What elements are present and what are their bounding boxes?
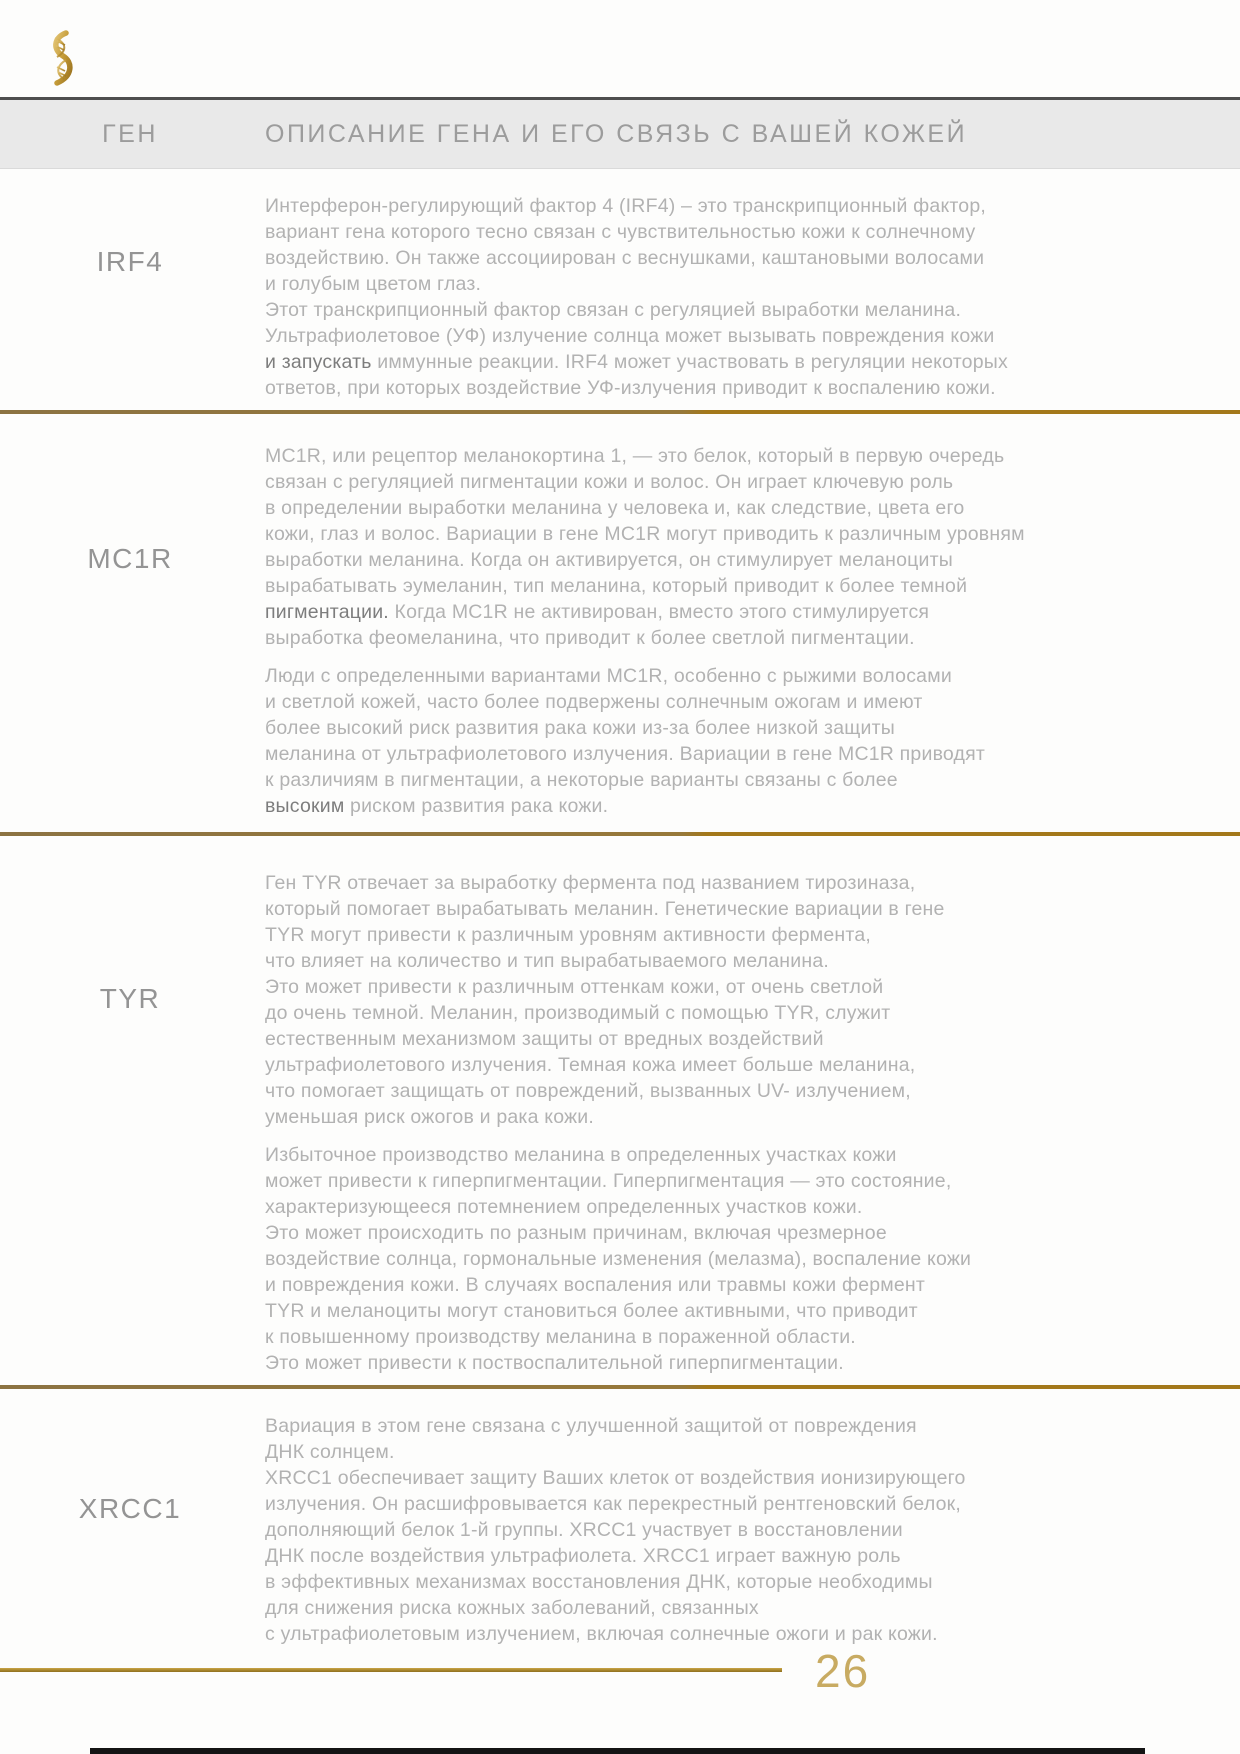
- text-line: TYR могут привести к различным уровням активности фермента,: [265, 924, 871, 946]
- description-paragraph: [265, 870, 1200, 1130]
- gene-description: [265, 1385, 1200, 1672]
- footer-gold-rule: [0, 1668, 782, 1672]
- table-row: [0, 168, 1240, 410]
- header-col-description: ОПИСАНИЕ ГЕНА И ЕГО СВЯЗЬ С ВАШЕЙ КОЖЕЙ: [265, 119, 968, 148]
- text-line: MC1R, или рецептор меланокортина 1, — это белок, который в первую очередь: [265, 445, 1005, 467]
- text-line: в эффективных механизмах восстановления ДНК, которые необходимы: [265, 1571, 933, 1593]
- text-line: выработки меланина. Когда он активируется, он стимулирует меланоциты: [265, 549, 953, 571]
- table-row: [0, 1385, 1240, 1672]
- text-line: Ультрафиолетовое (УФ) излучение солнца может вызывать повреждения кожи: [265, 325, 995, 347]
- table-header: [0, 100, 1240, 169]
- text-line: воздействию. Он также ассоциирован с веснушками, каштановыми волосами: [265, 247, 985, 269]
- text-line: воздействие солнца, гормональные изменения (мелазма), воспаление кожи: [265, 1248, 972, 1270]
- gene-label: TYR: [99, 983, 161, 1014]
- text-line: Избыточное производство меланина в определенных участках кожи: [265, 1144, 897, 1166]
- text-line: Это может привести к поствоспалительной гиперпигментации.: [265, 1352, 844, 1374]
- description-paragraph: [265, 443, 1200, 651]
- text-line: кожи, глаз и волос. Вариации в гене MC1R могут приводить к различным уровням: [265, 523, 1025, 545]
- text-line: для снижения риска кожных заболеваний, связанных: [265, 1597, 759, 1619]
- header-col-gene: ГЕН: [102, 119, 158, 148]
- text-line: Ген TYR отвечает за выработку фермента под названием тирозиназа,: [265, 872, 916, 894]
- text-line: Это может происходить по разным причинам, включая чрезмерное: [265, 1222, 887, 1244]
- text-line: и запускать иммунные реакции. IRF4 может участвовать в регуляции некоторых: [265, 351, 1008, 373]
- text-line: Интерферон-регулирующий фактор 4 (IRF4) – это транскрипционный фактор,: [265, 195, 987, 217]
- text-line: дополняющий белок 1-й группы. XRCC1 участвует в восстановлении: [265, 1519, 903, 1541]
- text-line: что влияет на количество и тип вырабатываемого меланина.: [265, 950, 829, 972]
- gene-description: [265, 832, 1200, 1385]
- text-line: TYR и меланоциты могут становиться более активными, что приводит: [265, 1300, 918, 1322]
- gene-description: [265, 168, 1200, 410]
- description-paragraph: [265, 1413, 1200, 1647]
- text-line: Вариация в этом гене связана с улучшенной защитой от повреждения: [265, 1415, 917, 1437]
- gene-description: [265, 410, 1200, 832]
- text-line: к различиям в пигментации, а некоторые варианты связаны с более: [265, 769, 898, 791]
- text-line: и голубым цветом глаз.: [265, 273, 482, 295]
- text-line: может привести к гиперпигментации. Гиперпигментация — это состояние,: [265, 1170, 952, 1192]
- text-line: излучения. Он расшифровывается как перекрестный рентгеновский белок,: [265, 1493, 962, 1515]
- text-line: Это может привести к различным оттенкам кожи, от очень светлой: [265, 976, 884, 998]
- text-line: выработка феомеланина, что приводит к более светлой пигментации.: [265, 627, 915, 649]
- text-line: ДНК солнцем.: [265, 1441, 395, 1463]
- text-line: меланина от ультрафиолетового излучения. Вариации в гене MC1R приводят: [265, 743, 985, 765]
- text-line: и светлой кожей, часто более подвержены солнечным ожогам и имеют: [265, 691, 923, 713]
- text-line: естественным механизмом защиты от вредных воздействий: [265, 1028, 824, 1050]
- gene-label: XRCC1: [78, 1493, 182, 1524]
- text-line: в определении выработки меланина у человека и, как следствие, цвета его: [265, 497, 965, 519]
- gene-table: [0, 168, 1240, 1672]
- text-line: связан с регуляцией пигментации кожи и волос. Он играет ключевую роль: [265, 471, 954, 493]
- text-line: и повреждения кожи. В случаях воспаления или травмы кожи фермент: [265, 1274, 926, 1296]
- text-line: с ультрафиолетовым излучением, включая солнечные ожоги и рак кожи.: [265, 1623, 938, 1645]
- text-line: высоким риском развития рака кожи.: [265, 795, 609, 817]
- text-line: ответов, при которых воздействие УФ-излучения приводит к воспалению кожи.: [265, 377, 996, 399]
- description-paragraph: [265, 193, 1200, 401]
- text-line: XRCC1 обеспечивает защиту Ваших клеток от воздействия ионизирующего: [265, 1467, 966, 1489]
- gene-label: IRF4: [96, 246, 164, 277]
- text-line: уменьшая риск ожогов и рака кожи.: [265, 1106, 594, 1128]
- text-line: к повышенному производству меланина в пораженной области.: [265, 1326, 856, 1348]
- text-line: вырабатывать эумеланин, тип меланина, который приводит к более темной: [265, 575, 968, 597]
- description-paragraph: [265, 1142, 1200, 1376]
- text-line: ДНК после воздействия ультрафиолета. XRCC1 играет важную роль: [265, 1545, 901, 1567]
- text-line: пигментации. Когда MC1R не активирован, вместо этого стимулируется: [265, 601, 930, 623]
- dna-logo-icon: [42, 30, 80, 86]
- text-line: вариант гена которого тесно связан с чувствительностью кожи к солнечному: [265, 221, 976, 243]
- text-line: который помогает вырабатывать меланин. Генетические вариации в гене: [265, 898, 945, 920]
- page-number: 26: [815, 1645, 871, 1697]
- page-bottom-bar: [90, 1748, 1145, 1754]
- text-line: что помогает защищать от повреждений, вызванных UV- излучением,: [265, 1080, 911, 1102]
- gene-label: MC1R: [87, 543, 173, 574]
- table-row: [0, 832, 1240, 1385]
- text-line: Этот транскрипционный фактор связан с регуляцией выработки меланина.: [265, 299, 962, 321]
- text-line: более высокий риск развития рака кожи из-за более низкой защиты: [265, 717, 895, 739]
- description-paragraph: [265, 663, 1200, 819]
- table-row: [0, 410, 1240, 832]
- text-line: характеризующееся потемнением определенных участков кожи.: [265, 1196, 863, 1218]
- text-line: ультрафиолетового излучения. Темная кожа имеет больше меланина,: [265, 1054, 916, 1076]
- text-line: Люди с определенными вариантами MC1R, особенно с рыжими волосами: [265, 665, 952, 687]
- text-line: до очень темной. Меланин, производимый с помощью TYR, служит: [265, 1002, 891, 1024]
